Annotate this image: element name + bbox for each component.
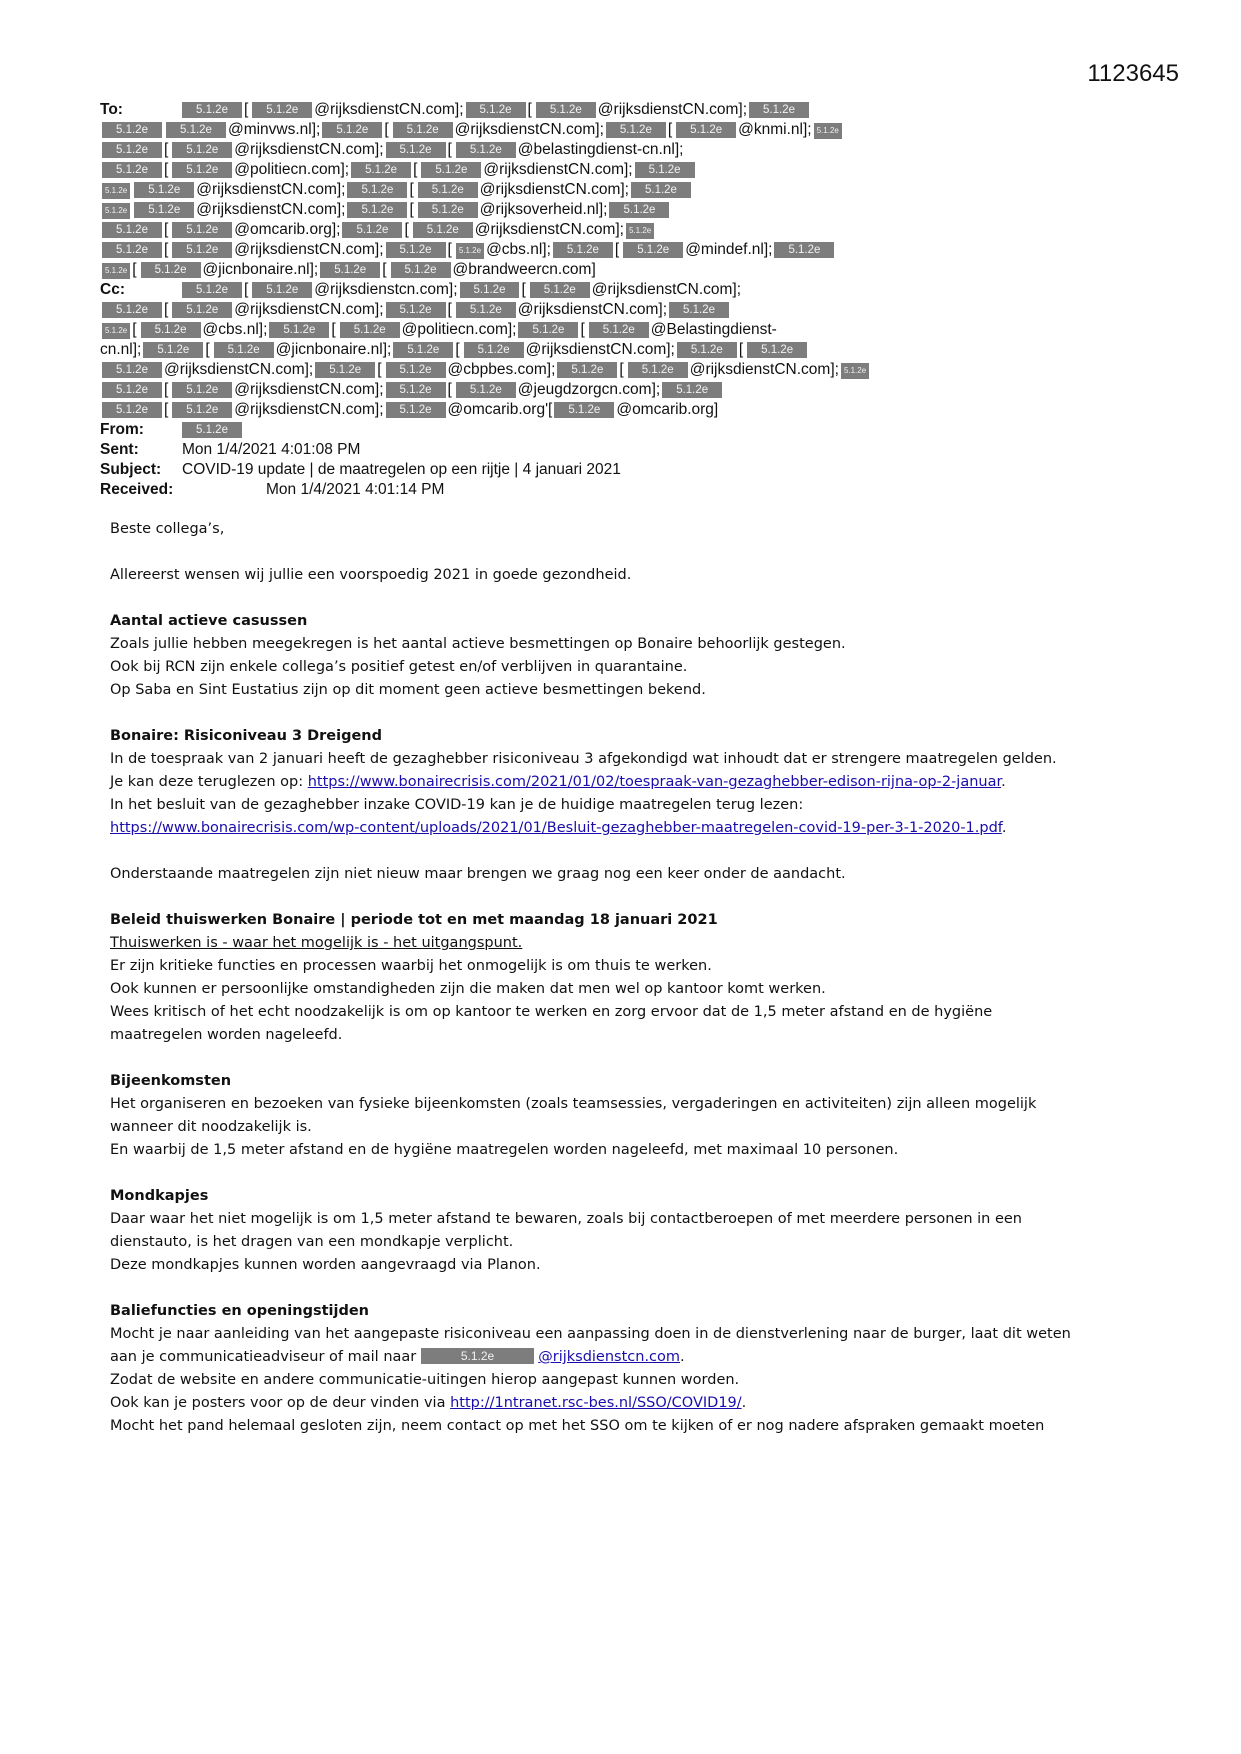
paragraph-line: Er zijn kritieke functies en processen waarbij het onmogelijk is om thuis te werken. (110, 958, 712, 974)
section-title: Beleid thuiswerken Bonaire | periode tot en met maandag 18 januari 2021 (110, 912, 718, 928)
redaction: 5.1.2e (102, 382, 162, 398)
sent-line (100, 440, 1120, 460)
paragraph-line: Ook kunnen er persoonlijke omstandigheden zijn die maken dat men wel op kantoor komt werken. (110, 981, 826, 997)
redaction: 5.1.2e (393, 122, 453, 138)
redaction: 5.1.2e (172, 242, 232, 258)
redaction: 5.1.2e (102, 302, 162, 318)
paragraph-line: Deze mondkapjes kunnen worden aangevraagd via Planon. (110, 1257, 541, 1273)
redaction: 5.1.2e (553, 242, 613, 258)
redaction: 5.1.2e (606, 122, 666, 138)
cc-line: 5.1.2e [ 5.1.2e @rijksdienstCN.com]; 5.1.2e [ 5.1.2e @rijksdienstCN.com]; 5.1.2e (100, 300, 1120, 320)
redaction: 5.1.2e (774, 242, 834, 258)
from-label: From: (100, 421, 144, 438)
redaction: 5.1.2e (536, 102, 596, 118)
redaction: 5.1.2e (320, 262, 380, 278)
subject-value: COVID-19 update | de maatregelen op een rijtje | 4 januari 2021 (182, 461, 621, 478)
intranet-link[interactable]: http://1ntranet.rsc-bes.nl/SSO/COVID19/ (450, 1395, 742, 1411)
redaction: 5.1.2e (676, 122, 736, 138)
redaction: 5.1.2e (518, 322, 578, 338)
paragraph-line: Op Saba en Sint Eustatius zijn op dit moment geen actieve besmettingen bekend. (110, 682, 706, 698)
cc-line: 5.1.2e [ 5.1.2e @rijksdienstCN.com]; 5.1.2e @omcarib.org'[ 5.1.2e @omcarib.org] (100, 400, 1120, 420)
redaction: 5.1.2e (421, 162, 481, 178)
redaction: 5.1.2e (631, 182, 691, 198)
redaction: 5.1.2e (182, 422, 242, 438)
redaction: 5.1.2e (747, 342, 807, 358)
redaction: 5.1.2e (322, 122, 382, 138)
paragraph-line (110, 1346, 1130, 1369)
intro: Allereerst wensen wij jullie een voorspoedig 2021 in goede gezondheid. (110, 567, 632, 583)
redaction: 5.1.2e (626, 223, 654, 239)
redaction: 5.1.2e (466, 102, 526, 118)
redaction: 5.1.2e (102, 162, 162, 178)
redaction: 5.1.2e (214, 342, 274, 358)
section-title: Mondkapjes (110, 1188, 209, 1204)
redaction: 5.1.2e (102, 122, 162, 138)
redaction: 5.1.2e (460, 282, 520, 298)
redaction: 5.1.2e (557, 362, 617, 378)
paragraph-line: Het organiseren en bezoeken van fysieke bijeenkomsten (zoals teamsessies, vergaderingen en activiteiten) zijn alleen mogelijk (110, 1096, 1037, 1112)
redaction: 5.1.2e (677, 342, 737, 358)
email-domain: @knmi.nl]; (738, 121, 812, 138)
redaction: 5.1.2e (662, 382, 722, 398)
paragraph-line (110, 771, 1130, 794)
redaction: 5.1.2e (609, 202, 669, 218)
received-line (100, 480, 1120, 500)
email-domain: @jeugdzorgcn.com]; (517, 381, 661, 398)
redaction: 5.1.2e (669, 302, 729, 318)
text: aan je communicatieadviseur of mail naar (110, 1349, 421, 1365)
redaction: 5.1.2e (386, 382, 446, 398)
redaction: 5.1.2e (172, 402, 232, 418)
paragraph-line: In de toespraak van 2 januari heeft de gezaghebber risiconiveau 3 afgekondigd wat inhoudt dat er strengere maatregelen gelden. (110, 751, 1057, 767)
paragraph-line: In het besluit van de gezaghebber inzake COVID-19 kan je de huidige maatregelen terug lezen: (110, 797, 804, 813)
redaction: 5.1.2e (347, 182, 407, 198)
greeting: Beste collega’s, (110, 521, 225, 537)
to-line: 5.1.2e [ 5.1.2e @politiecn.com]; 5.1.2e [ 5.1.2e @rijksdienstCN.com]; 5.1.2e (100, 160, 1120, 180)
email-body (110, 518, 1130, 1438)
redaction: 5.1.2e (340, 322, 400, 338)
email-domain: @omcarib.org] (616, 401, 719, 418)
section-title: Bonaire: Risiconiveau 3 Dreigend (110, 728, 382, 744)
cc-line: 5.1.2e [ 5.1.2e @cbs.nl]; 5.1.2e [ 5.1.2e @politiecn.com]; 5.1.2e [ 5.1.2e @Belastingdienst- (100, 320, 1120, 340)
email-domain: @jicnbonaire.nl]; (202, 261, 319, 278)
redaction: 5.1.2e (623, 242, 683, 258)
redaction: 5.1.2e (166, 122, 226, 138)
redaction: 5.1.2e (841, 363, 869, 379)
redaction: 5.1.2e (252, 102, 312, 118)
email-domain: @rijksdienstcn.com]; (314, 281, 458, 298)
mail-link[interactable]: @rijksdienstcn.com (538, 1349, 681, 1365)
redaction: 5.1.2e (172, 382, 232, 398)
email-domain: @cbpbes.com]; (447, 361, 556, 378)
redaction: 5.1.2e (342, 222, 402, 238)
redaction: 5.1.2e (102, 203, 130, 219)
email-domain: @politiecn.com]; (234, 161, 350, 178)
email-domain: @Belastingdienst- (650, 321, 777, 338)
cc-line: cn.nl]; 5.1.2e [ 5.1.2e @jicnbonaire.nl]; 5.1.2e [ 5.1.2e @rijksdienstCN.com]; 5.1.2e [ 5.1.2e (100, 340, 1120, 360)
paragraph-line: Zodat de website en andere communicatie-uitingen hierop aangepast kunnen worden. (110, 1372, 740, 1388)
redaction: 5.1.2e (418, 182, 478, 198)
email-domain: @rijksdienstCN.com]; (483, 161, 633, 178)
redaction: 5.1.2e (143, 342, 203, 358)
email-domain: @omcarib.org]; (234, 221, 341, 238)
speech-link[interactable]: https://www.bonairecrisis.com/2021/01/02/toespraak-van-gezaghebber-edison-rijna-op-2-januar (307, 774, 1002, 790)
redaction: 5.1.2e (554, 402, 614, 418)
cc-line: 5.1.2e [ 5.1.2e @rijksdienstCN.com]; 5.1.2e [ 5.1.2e @jeugdzorgcn.com]; 5.1.2e (100, 380, 1120, 400)
paragraph-line: Zoals jullie hebben meegekregen is het aantal actieve besmettingen op Bonaire behoorlijk gestegen. (110, 636, 846, 652)
received-label: Received: (100, 481, 174, 498)
email-domain: @rijksdienstCN.com]; (597, 101, 748, 118)
redaction: 5.1.2e (134, 202, 194, 218)
redaction: 5.1.2e (182, 102, 242, 118)
email-domain: cn.nl]; (100, 341, 142, 358)
to-line: 5.1.2e [ 5.1.2e @rijksdienstCN.com]; 5.1.2e [ 5.1.2e @belastingdienst-cn.nl]; (100, 140, 1120, 160)
redaction: 5.1.2e (172, 142, 232, 158)
email-domain: @rijksdienstCN.com]; (234, 141, 384, 158)
email-domain: @cbs.nl]; (202, 321, 268, 338)
paragraph-line (110, 1392, 1130, 1415)
redaction: 5.1.2e (172, 222, 232, 238)
to-line: To: 5.1.2e [ 5.1.2e @rijksdienstCN.com]; 5.1.2e [ 5.1.2e @rijksdienstCN.com]; 5.1.2e (100, 100, 1120, 120)
received-value: Mon 1/4/2021 4:01:14 PM (266, 481, 445, 498)
redaction: 5.1.2e (102, 263, 130, 279)
paragraph-line: Ook bij RCN zijn enkele collega’s positief getest en/of verblijven in quarantaine. (110, 659, 688, 675)
email-domain: @rijksdienstCN.com]; (196, 201, 346, 218)
from-line (100, 420, 1120, 440)
redaction: 5.1.2e (635, 162, 695, 178)
cc-line: Cc: 5.1.2e [ 5.1.2e @rijksdienstcn.com]; 5.1.2e [ 5.1.2e @rijksdienstCN.com]; (100, 281, 742, 298)
email-header (100, 100, 1120, 500)
redaction: 5.1.2e (351, 162, 411, 178)
to-line: 5.1.2e 5.1.2e @rijksdienstCN.com]; 5.1.2e [ 5.1.2e @rijksdienstCN.com]; 5.1.2e (100, 180, 1120, 200)
redaction: 5.1.2e (393, 342, 453, 358)
redaction: 5.1.2e (102, 323, 130, 339)
redaction: 5.1.2e (456, 243, 484, 259)
sent-value: Mon 1/4/2021 4:01:08 PM (182, 441, 361, 458)
redaction: 5.1.2e (386, 142, 446, 158)
email-domain: @rijksdienstCN.com]; (591, 281, 742, 298)
redaction: 5.1.2e (589, 322, 649, 338)
redaction: 5.1.2e (102, 183, 130, 199)
redaction: 5.1.2e (456, 382, 516, 398)
section-title: Baliefuncties en openingstijden (110, 1303, 369, 1319)
redaction: 5.1.2e (530, 282, 590, 298)
redaction: 5.1.2e (172, 302, 232, 318)
redaction: 5.1.2e (102, 222, 162, 238)
email-domain: @rijksoverheid.nl]; (479, 201, 608, 218)
subject-line (100, 460, 1120, 480)
paragraph-line: Onderstaande maatregelen zijn niet nieuw maar brengen we graag nog een keer onder de aandacht. (110, 866, 846, 882)
to-line: 5.1.2e [ 5.1.2e @rijksdienstCN.com]; 5.1.2e [ 5.1.2e @cbs.nl]; 5.1.2e [ 5.1.2e @mindef.nl]; 5.1.2e (100, 240, 1120, 260)
email-domain: @rijksdienstCN.com]; (234, 401, 384, 418)
to-line: 5.1.2e [ 5.1.2e @omcarib.org]; 5.1.2e [ 5.1.2e @rijksdienstCN.com]; 5.1.2e (100, 220, 1120, 240)
email-domain: @cbs.nl]; (486, 241, 551, 258)
paragraph-line: Mocht je naar aanleiding van het aangepaste risiconiveau een aanpassing doen in de dienstverlening naar de burger, laat dit weten (110, 1326, 1071, 1342)
email-domain: @jicnbonaire.nl]; (275, 341, 392, 358)
redaction: 5.1.2e (386, 362, 446, 378)
email-domain: @omcarib.org'[ (447, 401, 553, 418)
to-line: 5.1.2e 5.1.2e @rijksdienstCN.com]; 5.1.2e [ 5.1.2e @rijksoverheid.nl]; 5.1.2e (100, 200, 1120, 220)
email-domain: @rijksdienstCN.com]; (474, 221, 624, 238)
email-domain: @rijksdienstCN.com]; (525, 341, 675, 358)
redaction: 5.1.2e (347, 202, 407, 218)
redaction: 5.1.2e (102, 402, 162, 418)
text: . (1001, 820, 1007, 836)
email-domain: @rijksdienstCN.com]; (689, 361, 839, 378)
redaction: 5.1.2e (413, 222, 473, 238)
document-number: 1123645 (1087, 60, 1179, 87)
redaction: 5.1.2e (418, 202, 478, 218)
email-domain: @rijksdienstCN.com]; (479, 181, 629, 198)
redaction: 5.1.2e (182, 282, 242, 298)
text: Ook kan je posters voor op de deur vinden via (110, 1395, 451, 1411)
text: Je kan deze teruglezen op: (110, 774, 308, 790)
section-title: Bijeenkomsten (110, 1073, 232, 1089)
redaction: 5.1.2e (252, 282, 312, 298)
paragraph-line: Mocht het pand helemaal gesloten zijn, neem contact op met het SSO om te kijken of er nog nadere afspraken gemaakt moeten (110, 1418, 1045, 1434)
text: . (741, 1395, 747, 1411)
redaction: 5.1.2e (386, 402, 446, 418)
subject-label: Subject: (100, 461, 162, 478)
email-domain: @belastingdienst-cn.nl]; (517, 141, 684, 158)
redaction: 5.1.2e (464, 342, 524, 358)
email-domain: @rijksdienstCN.com]; (234, 241, 384, 258)
cc-label: Cc: (100, 281, 125, 298)
email-domain: @rijksdienstCN.com]; (163, 361, 314, 378)
paragraph-line: maatregelen worden nageleefd. (110, 1027, 343, 1043)
redaction: 5.1.2e (386, 302, 446, 318)
email-domain: @mindef.nl]; (685, 241, 773, 258)
email-domain: @rijksdienstCN.com]; (196, 181, 346, 198)
email-domain: @politiecn.com]; (401, 321, 517, 338)
to-line: 5.1.2e [ 5.1.2e @jicnbonaire.nl]; 5.1.2e [ 5.1.2e @brandweercn.com] (100, 260, 1120, 280)
paragraph-line: wanneer dit noodzakelijk is. (110, 1119, 312, 1135)
redaction: 5.1.2e (421, 1348, 534, 1364)
email-domain: @rijksdienstCN.com]; (234, 381, 384, 398)
text: . (1001, 774, 1006, 790)
cc-line: 5.1.2e @rijksdienstCN.com]; 5.1.2e [ 5.1.2e @cbpbes.com]; 5.1.2e [ 5.1.2e @rijksdienstCN.com]; 5.1.2e (100, 360, 1120, 380)
paragraph-line: dienstauto, is het dragen van een mondkapje verplicht. (110, 1234, 514, 1250)
sent-label: Sent: (100, 441, 139, 458)
paragraph-line: En waarbij de 1,5 meter afstand en de hygiëne maatregelen worden nageleefd, met maximaal 10 personen. (110, 1142, 899, 1158)
redaction: 5.1.2e (172, 162, 232, 178)
redaction: 5.1.2e (386, 242, 446, 258)
redaction: 5.1.2e (102, 142, 162, 158)
redaction: 5.1.2e (134, 182, 194, 198)
redaction: 5.1.2e (814, 123, 842, 139)
redaction: 5.1.2e (141, 262, 201, 278)
paragraph-line (110, 817, 1130, 840)
to-line: 5.1.2e 5.1.2e @minvws.nl]; 5.1.2e [ 5.1.2e @rijksdienstCN.com]; 5.1.2e [ 5.1.2e @knmi.nl]; 5.1.2e (100, 120, 1120, 140)
paragraph-line: Thuiswerken is - waar het mogelijk is - het uitgangspunt. (110, 935, 523, 951)
redaction: 5.1.2e (102, 242, 162, 258)
section-title: Aantal actieve casussen (110, 613, 308, 629)
to-label: To: (100, 101, 123, 118)
email-domain: @minvws.nl]; (227, 121, 321, 138)
email-domain: @rijksdienstCN.com]; (234, 301, 384, 318)
redaction: 5.1.2e (102, 362, 162, 378)
email-domain: @rijksdienstCN.com]; (454, 121, 604, 138)
email-domain: @rijksdienstCN.com]; (517, 301, 668, 318)
paragraph-line: Wees kritisch of het echt noodzakelijk is om op kantoor te werken en zorg ervoor dat de 1,5 meter afstand en de hygiëne (110, 1004, 993, 1020)
redaction: 5.1.2e (628, 362, 688, 378)
redaction: 5.1.2e (315, 362, 375, 378)
email-domain: @brandweercn.com] (452, 261, 596, 278)
text: . (680, 1349, 685, 1365)
email-domain: @rijksdienstCN.com]; (314, 101, 464, 118)
redaction: 5.1.2e (456, 302, 516, 318)
redaction: 5.1.2e (141, 322, 201, 338)
redaction: 5.1.2e (456, 142, 516, 158)
paragraph-line: Daar waar het niet mogelijk is om 1,5 meter afstand te bewaren, zoals bij contactberoepen of met meerdere personen in een (110, 1211, 1022, 1227)
redaction: 5.1.2e (749, 102, 809, 118)
decision-pdf-link[interactable]: https://www.bonairecrisis.com/wp-content/uploads/2021/01/Besluit-gezaghebber-maatregelen-covid-19-per-3-1-2020-1.pdf (110, 820, 1002, 836)
redaction: 5.1.2e (269, 322, 329, 338)
redaction: 5.1.2e (391, 262, 451, 278)
